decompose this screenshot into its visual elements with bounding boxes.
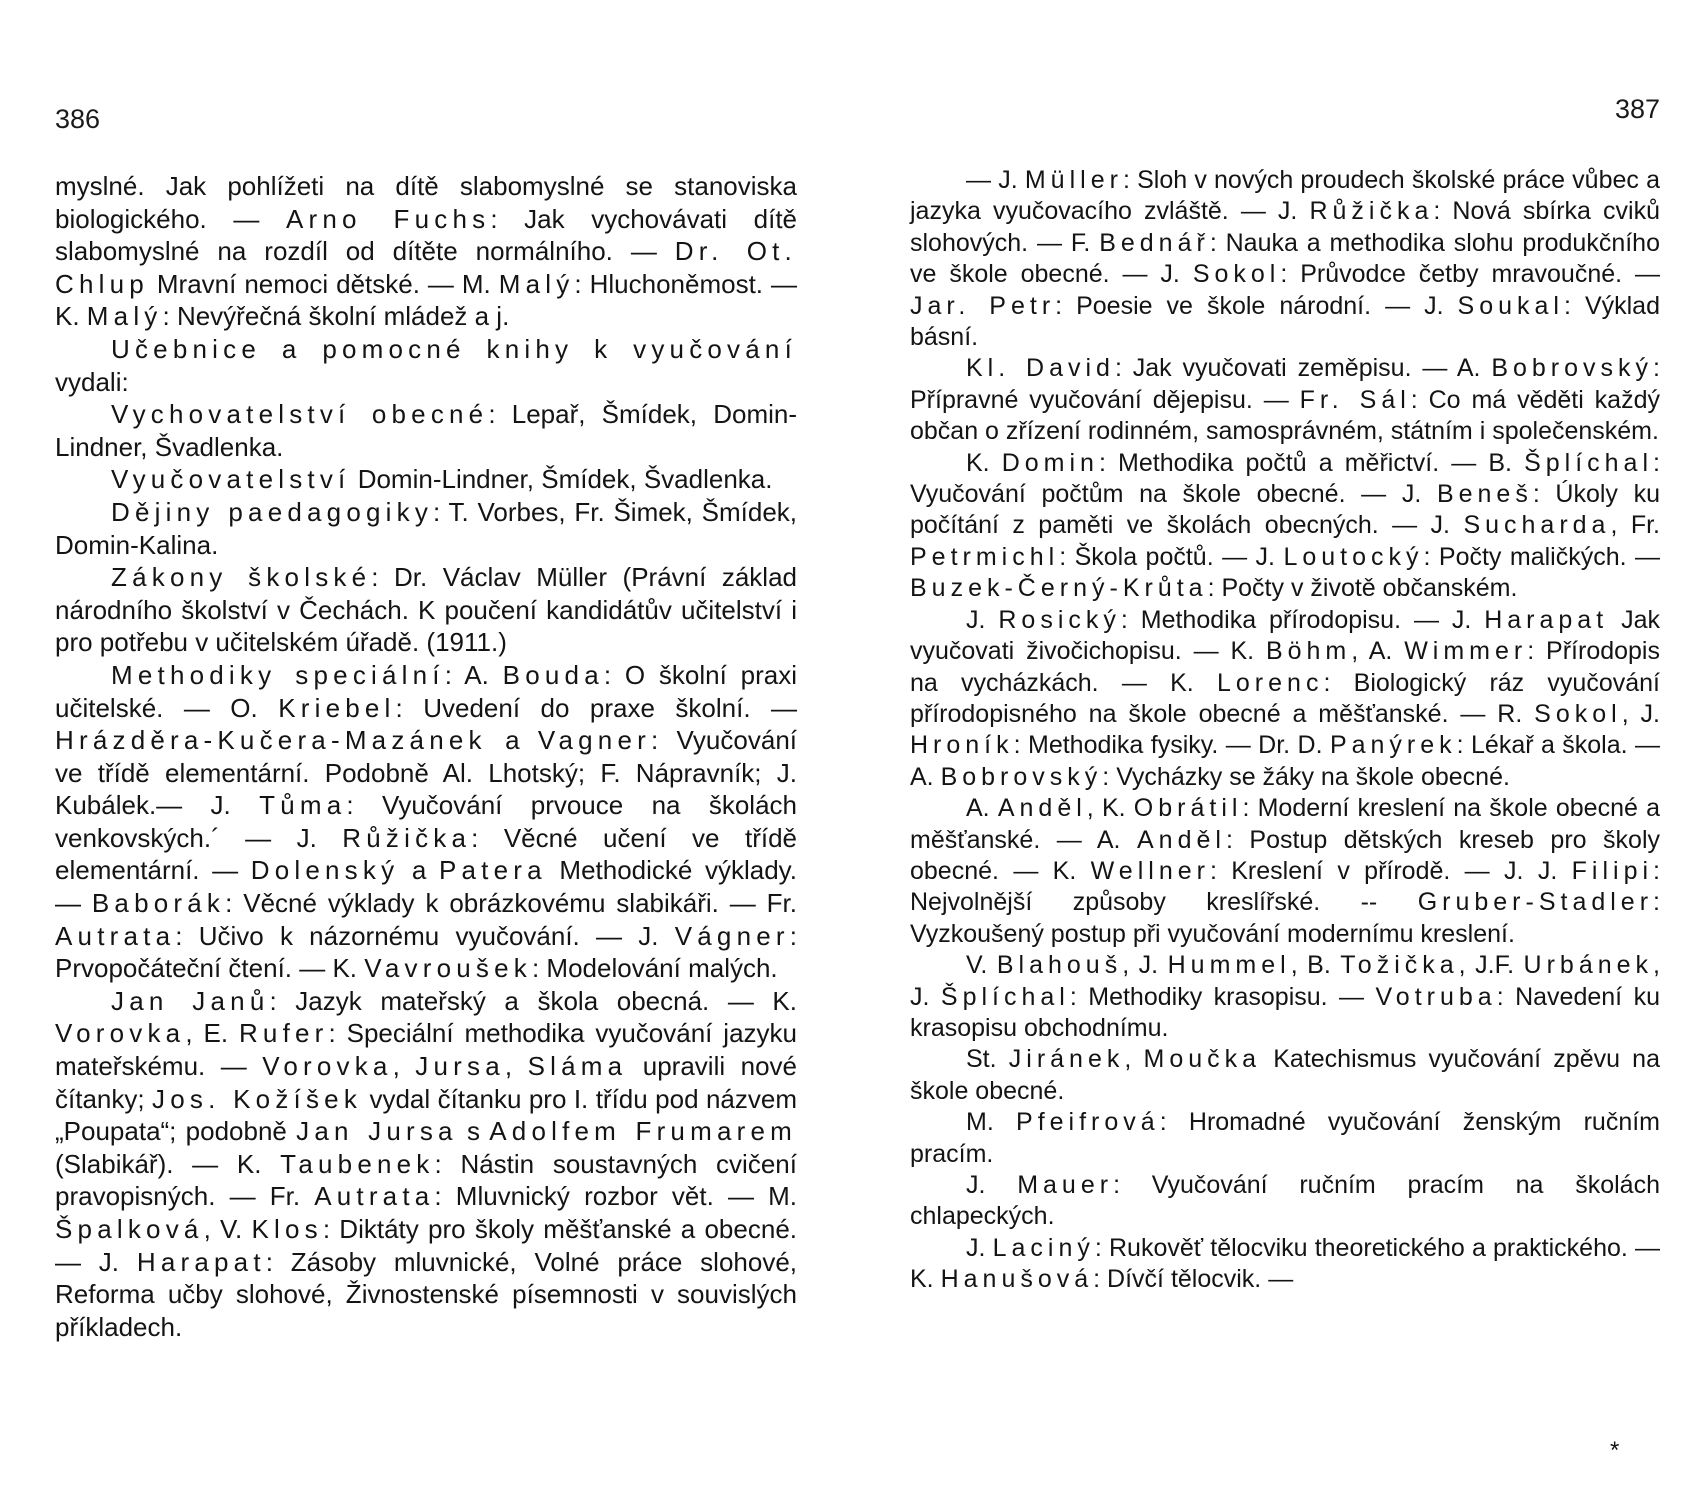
spaced-name: Sucharda bbox=[1463, 511, 1611, 540]
spaced-name: Rosický bbox=[998, 605, 1121, 634]
text-run: s bbox=[457, 1116, 490, 1147]
text-run: : Biologický ráz vyučování přírodopisného na škole obecné a měšťanské. — R. bbox=[910, 668, 1660, 728]
spaced-name: Dějiny paedagogiky bbox=[111, 496, 434, 527]
paragraph bbox=[55, 398, 797, 463]
spaced-name: Patera bbox=[438, 855, 547, 886]
text-run: : Nástin soustavných cvičení pravopisných. — Fr. bbox=[55, 1148, 797, 1212]
spaced-name: Zákony školské bbox=[111, 562, 372, 593]
spaced-name: Bobrovský bbox=[1491, 354, 1654, 383]
text-run: , J. bbox=[910, 951, 1660, 1011]
spaced-name: Růžička bbox=[1309, 197, 1434, 226]
text-run: : Nauka a methodika slohu produkčního ve škole obecné. — J. bbox=[910, 228, 1660, 289]
spaced-name: Růžička bbox=[342, 822, 472, 853]
spaced-name: Špalková bbox=[55, 1214, 204, 1244]
spaced-name: Blahouš bbox=[996, 951, 1123, 980]
spaced-name: Loutocký bbox=[1283, 542, 1424, 571]
spaced-name: Bobrovský bbox=[940, 762, 1103, 791]
spaced-name: Votruba bbox=[1375, 982, 1497, 1011]
spaced-name: Klos bbox=[251, 1214, 323, 1244]
text-run: : Vyzkoušený postup při vyučování modernímu kreslení. bbox=[910, 888, 1660, 948]
text-run: : Vyučování počtům na škole obecné. — J. bbox=[910, 448, 1660, 509]
spaced-name: Bednář bbox=[1099, 228, 1210, 257]
text-run: : T. Vorbes, Fr. Šimek, Šmídek, Domin-Kalina. bbox=[55, 496, 798, 560]
spaced-name: Obrátil bbox=[1133, 794, 1243, 823]
spaced-name: Mauer bbox=[1017, 1171, 1114, 1199]
text-run: : Diktáty pro školy měšťanské a obecné. — J. bbox=[55, 1214, 797, 1277]
spaced-name: Hummel bbox=[1167, 951, 1291, 980]
spaced-name: Rufer bbox=[238, 1018, 329, 1049]
text-run: , bbox=[504, 1051, 528, 1082]
paragraph bbox=[910, 1107, 1660, 1170]
text-run: Domin-Lindner, Šmídek, Švadlenka. bbox=[350, 464, 773, 495]
text-run: : Nevýřečná školní mládež a j. bbox=[162, 301, 510, 332]
signature-mark: * bbox=[1610, 1437, 1620, 1464]
spaced-name: Vavroušek bbox=[364, 953, 532, 984]
spaced-name: Methodiky speciální bbox=[111, 659, 445, 690]
text-run: : Sloh v nových proudech školské práce vůbec a jazyka vyučovacího zvláště. — J. bbox=[910, 166, 1660, 226]
page-number-right: 387 bbox=[1615, 94, 1661, 124]
text-run: K. bbox=[966, 448, 1002, 477]
spaced-name: Malý bbox=[86, 301, 163, 332]
text-run: : Věcné výklady k obrázkovému slabikáři. — Fr. bbox=[225, 888, 797, 919]
text-run: upravili nové čítanky; bbox=[55, 1051, 797, 1114]
paragraph bbox=[55, 333, 797, 398]
spaced-name: Učebnice a pomocné knihy k vyučování bbox=[111, 333, 797, 364]
left-page-text bbox=[55, 170, 797, 1343]
spaced-name: Autrata bbox=[314, 1181, 435, 1212]
spaced-name: Jursa bbox=[415, 1051, 505, 1082]
spaced-name: Hanušová bbox=[940, 1265, 1094, 1294]
text-run: : Co má věděti každý občan o zřízení rodinném, samosprávném, státním i společenském. bbox=[910, 385, 1660, 446]
text-run: : Zásoby mluvnické, Volné práce slohové, Reforma učby slohové, Živnostenské písemnosti v souvislých příkladech. bbox=[55, 1246, 798, 1342]
page-number-left: 386 bbox=[55, 104, 101, 134]
text-run: : Modelování malých. bbox=[531, 953, 778, 984]
text-run: : Prvopočáteční čtení. — K. bbox=[55, 920, 797, 984]
paragraph bbox=[55, 170, 797, 333]
text-run: : Vyučování ručním pracím na školách chlapeckých. bbox=[910, 1171, 1660, 1231]
paragraph bbox=[55, 659, 797, 985]
paragraph bbox=[910, 605, 1660, 793]
text-run: : Vyučování ve třídě elementární. Podobně Al. Lhotský; F. Nápravník; J. Kubálek.— J. bbox=[55, 725, 797, 821]
spaced-name: Petrmichl bbox=[910, 542, 1060, 571]
text-run: : Úkoly ku počítání z paměti ve školách obecných. — J. bbox=[910, 480, 1660, 540]
text-run: : Vycházky se žáky na škole obecné. bbox=[1102, 762, 1510, 791]
spaced-name: Jan Jursa bbox=[296, 1116, 458, 1147]
spaced-name: Moučka bbox=[1143, 1045, 1262, 1074]
paragraph bbox=[910, 448, 1660, 605]
text-run: vydal čítanku pro I. třídu pod názvem „Poupata“; podobně bbox=[55, 1083, 797, 1147]
text-run: a bbox=[486, 725, 538, 756]
text-run: , V. bbox=[203, 1214, 252, 1244]
spaced-name: Tožička bbox=[1340, 951, 1459, 980]
text-run: : Postup dětských kreseb pro školy obecné. — K. bbox=[910, 825, 1660, 885]
text-run: : Mluvnický rozbor vět. — M. bbox=[434, 1181, 797, 1212]
spaced-name: Šplíchal bbox=[940, 982, 1070, 1011]
paragraph bbox=[910, 165, 1660, 353]
text-run: : O školní praxi učitelské. — O. bbox=[55, 659, 797, 723]
spaced-name: Sláma bbox=[527, 1051, 628, 1082]
text-run: : Dívčí tělocvik. — bbox=[1093, 1265, 1294, 1294]
text-run: : Poesie ve škole národní. — J. bbox=[1055, 291, 1458, 320]
paragraph bbox=[910, 1170, 1660, 1233]
spaced-name: Dr. Ot. Chlup bbox=[55, 236, 797, 299]
text-run: : Methodika přírodopisu. — J. bbox=[1120, 605, 1485, 634]
spaced-name: Hrázděra-Kučera-Mazánek bbox=[55, 725, 487, 756]
text-run: : Hromadné vyučování ženským ručním pracím. bbox=[910, 1108, 1660, 1168]
spaced-name: Sokol bbox=[1534, 699, 1622, 728]
paragraph bbox=[55, 561, 797, 659]
text-run: : A. bbox=[444, 659, 503, 690]
text-run: M. bbox=[966, 1108, 1017, 1137]
text-run: Jak vyučovati živočichopisu. — K. bbox=[910, 605, 1660, 666]
spaced-name: Dolenský bbox=[250, 855, 400, 886]
spaced-name: Jos. Kožíšek bbox=[152, 1083, 363, 1114]
spaced-name: Domin bbox=[1001, 448, 1099, 477]
spaced-name: Soukal bbox=[1457, 291, 1564, 320]
text-run: , E. bbox=[185, 1018, 239, 1049]
text-run: — J. bbox=[966, 166, 1025, 194]
text-run: , J. bbox=[1122, 951, 1168, 980]
text-run: A. bbox=[966, 794, 998, 823]
text-run: : Přípravné vyučování dějepisu. — bbox=[910, 354, 1660, 414]
spaced-name: Jan Janů bbox=[111, 985, 270, 1016]
text-run: : Vyučování prvouce na školách venkovských.´ — J. bbox=[55, 790, 797, 853]
text-run: , bbox=[1124, 1045, 1144, 1074]
spaced-name: Tůma bbox=[259, 790, 347, 821]
spaced-name: Adolfem Frumarem bbox=[489, 1116, 797, 1147]
paragraph bbox=[910, 1233, 1660, 1296]
paragraph bbox=[55, 985, 797, 1344]
spaced-name: Malý bbox=[498, 268, 575, 299]
text-run: : Speciální methodika vyučování jazyku mateřskému. — bbox=[55, 1018, 797, 1082]
text-run: : Nová sbírka cviků slohových. — F. bbox=[910, 197, 1660, 257]
spaced-name: Urbánek bbox=[1523, 951, 1654, 980]
spaced-name: Vagner bbox=[537, 725, 651, 756]
spaced-name: Müller bbox=[1024, 166, 1123, 194]
spaced-name: Kl. David bbox=[966, 354, 1115, 383]
text-run: vydali: bbox=[55, 366, 129, 397]
text-run: (Slabikář). — K. bbox=[55, 1148, 281, 1179]
spaced-name: Hroník bbox=[910, 731, 1014, 760]
text-run: , J.F. bbox=[1458, 951, 1524, 980]
spaced-name: Vychovatelství obecné bbox=[111, 399, 489, 430]
text-run: : Kreslení v přírodě. — J. J. bbox=[1209, 856, 1572, 885]
spaced-name: Panýrek bbox=[1329, 731, 1457, 760]
text-run: : Methodiky krasopisu. — bbox=[1069, 982, 1376, 1011]
right-page-text bbox=[910, 165, 1660, 1296]
spaced-name: Gruber-Stadler bbox=[1417, 888, 1654, 917]
text-run: : Moderní kreslení na škole obecné a měšťanské. — A. bbox=[910, 794, 1660, 854]
spaced-name: Harapat bbox=[1484, 605, 1609, 634]
spaced-name: Vágner bbox=[674, 920, 790, 951]
text-run: : Průvodce četby mravoučné. — bbox=[1280, 260, 1660, 289]
paragraph bbox=[910, 793, 1660, 950]
spaced-name: Harapat bbox=[136, 1246, 266, 1277]
text-run: Mravní nemoci dětské. — M. bbox=[148, 268, 499, 299]
spaced-name: Jiránek bbox=[1008, 1045, 1125, 1074]
text-run: V. bbox=[966, 951, 997, 980]
text-run: : Hluchoněmost. — K. bbox=[55, 268, 797, 332]
spaced-name: Sokol bbox=[1192, 260, 1281, 289]
spaced-name: Böhm bbox=[1265, 637, 1352, 666]
spaced-name: Šplíchal bbox=[1524, 448, 1654, 477]
spaced-name: Autrata bbox=[55, 920, 176, 951]
spaced-name: Jar. Petr bbox=[910, 291, 1056, 320]
text-run: myslné. Jak pohlížeti na dítě slabomyslné se stanoviska biologického. — bbox=[55, 171, 797, 234]
text-run: a bbox=[399, 855, 439, 886]
text-run: : Počty maličkých. — bbox=[1423, 542, 1661, 571]
text-run: : Škola počtů. — J. bbox=[1059, 542, 1284, 571]
text-run: , J. bbox=[1621, 699, 1660, 728]
text-run: : Rukověť tělocviku theoretického a praktického. — K. bbox=[910, 1233, 1660, 1294]
text-run: , Fr. bbox=[1610, 511, 1660, 540]
text-run: Methodické výklady. — bbox=[55, 855, 797, 919]
spaced-name: Filipi bbox=[1571, 856, 1654, 885]
spaced-name: Anděl bbox=[997, 794, 1087, 823]
spaced-name: Fr. Sál bbox=[1299, 385, 1411, 414]
spaced-name: Laciný bbox=[992, 1233, 1095, 1262]
spaced-name: Beneš bbox=[1436, 480, 1533, 509]
paragraph bbox=[55, 496, 797, 561]
text-run: : Lepař, Šmídek, Domin-Lindner, Švadlenka. bbox=[55, 399, 798, 462]
text-run: J. bbox=[966, 1233, 993, 1262]
text-run: : Navedení ku krasopisu obchodnímu. bbox=[910, 982, 1660, 1042]
text-run: Katechismus vyučování zpěvu na škole obecné. bbox=[910, 1045, 1660, 1105]
text-run: J. bbox=[966, 1171, 1018, 1199]
text-run: , A. bbox=[1351, 637, 1405, 666]
text-run: : Nejvolnější způsoby kreslířské. -- bbox=[910, 856, 1660, 917]
spaced-name: Pfeifrová bbox=[1016, 1108, 1160, 1137]
text-run: : Dr. Václav Müller (Právní základ národního školství v Čechách. K poučení kandidátův učitelství i pro potřebu v učitelském úřadě. (1911.) bbox=[55, 562, 797, 658]
spaced-name: Bouda bbox=[502, 659, 604, 690]
text-run: J. bbox=[966, 605, 999, 634]
spaced-name: Kriebel bbox=[278, 692, 396, 723]
paragraph bbox=[55, 463, 797, 496]
text-run: : Přírodopis na vycházkách. — K. bbox=[910, 637, 1660, 697]
text-run: : Výklad básní. bbox=[910, 291, 1660, 352]
spaced-name: Anděl bbox=[1137, 825, 1226, 854]
paragraph bbox=[910, 1044, 1660, 1107]
text-run: , bbox=[392, 1051, 416, 1082]
text-run: : Učivo k názornému vyučování. — J. bbox=[175, 920, 675, 951]
text-run: : Methodika fysiky. — Dr. D. bbox=[1013, 731, 1330, 760]
paragraph bbox=[910, 950, 1660, 1044]
text-run: : Věcné učení ve třídě elementární. — bbox=[55, 822, 797, 886]
spaced-name: Lorenc bbox=[1217, 668, 1324, 697]
text-run: : Uvedení do praxe školní. — bbox=[395, 692, 797, 723]
text-run: : Jak vyučovati zeměpisu. — A. bbox=[1114, 354, 1492, 383]
spaced-name: Arno Fuchs bbox=[285, 203, 491, 234]
spaced-name: Baborák bbox=[91, 888, 226, 919]
spaced-name: Wimmer bbox=[1404, 637, 1528, 666]
text-run: : Jazyk mateřský a škola obecná. — K. bbox=[269, 985, 797, 1016]
text-run: : Počty v životě občanském. bbox=[1207, 574, 1518, 603]
spaced-name: Wellner bbox=[1090, 856, 1210, 885]
text-run: : Jak vychovávati dítě slabomyslné na rozdíl od dítěte normálního. — bbox=[55, 203, 797, 267]
text-run: , B. bbox=[1290, 951, 1341, 980]
spaced-name: Taubenek bbox=[280, 1148, 435, 1179]
text-run: , K. bbox=[1086, 794, 1134, 823]
text-run: : Lékař a škola. — A. bbox=[910, 731, 1660, 791]
spaced-name: Vorovka bbox=[55, 1018, 186, 1049]
spaced-name: Buzek-Černý-Krůta bbox=[910, 574, 1208, 603]
text-run: St. bbox=[966, 1045, 1009, 1074]
paragraph bbox=[910, 353, 1660, 447]
text-run: : Methodika počtů a měřictví. — B. bbox=[1098, 448, 1525, 477]
spaced-name: Vyučovatelství bbox=[111, 464, 351, 495]
spaced-name: Vorovka bbox=[262, 1051, 393, 1082]
